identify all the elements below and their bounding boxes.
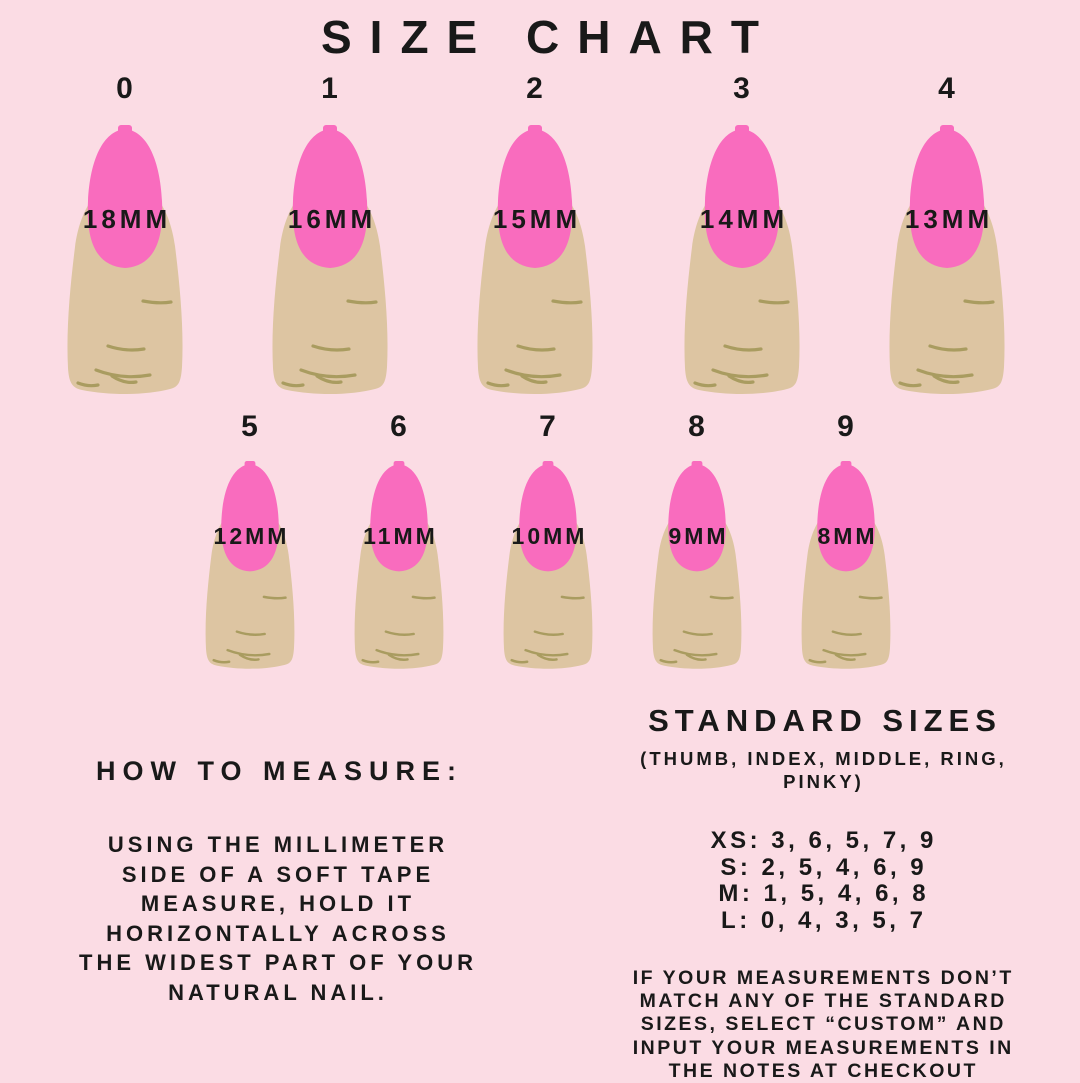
finger-number-label: 4 (938, 72, 956, 105)
note-line: IF YOUR MEASUREMENTS DON’T (632, 967, 1014, 989)
finger-size-7 (490, 412, 606, 671)
finger-number-label: 5 (241, 410, 259, 443)
how-to-line: HORIZONTALLY ACROSS (106, 920, 450, 946)
standard-sizes-subtitle (592, 747, 1052, 793)
finger-illustration (255, 125, 405, 397)
nail-width-label: 9MM (668, 523, 729, 549)
finger-illustration (50, 125, 200, 397)
how-to-measure-body (46, 830, 506, 1007)
how-to-measure-section (46, 756, 506, 1007)
size-row-l: L: 0, 4, 3, 5, 7 (721, 906, 927, 934)
finger-size-6 (341, 412, 457, 671)
finger-number-label: 8 (688, 410, 706, 443)
finger-number-label: 0 (116, 72, 134, 105)
nail-width-label: 11MM (363, 523, 438, 549)
note-line: MATCH ANY OF THE STANDARD (639, 990, 1007, 1013)
finger-number-label: 1 (321, 72, 339, 105)
nail-width-label: 13MM (904, 204, 994, 234)
standard-sizes-list (592, 828, 1052, 934)
subtitle-line: PINKY) (783, 771, 864, 792)
how-to-line: SIDE OF A SOFT TAPE (121, 861, 435, 887)
finger-size-4 (872, 74, 1022, 397)
size-row-xs: XS: 3, 6, 5, 7, 9 (710, 827, 937, 854)
nail-width-label: 14MM (699, 204, 789, 234)
nail-width-label: 18MM (82, 204, 172, 234)
finger-size-2 (460, 74, 610, 397)
finger-number-label: 3 (733, 72, 751, 105)
standard-sizes-section (592, 703, 1052, 1083)
finger-size-8 (639, 412, 755, 671)
size-row-s: S: 2, 5, 4, 6, 9 (720, 853, 928, 881)
how-to-line: MEASURE, HOLD IT (140, 891, 416, 916)
finger-size-9 (788, 412, 904, 671)
finger-number-label: 6 (390, 410, 408, 443)
page-title: SIZE CHART (321, 11, 777, 63)
nail-width-label: 10MM (511, 523, 588, 549)
finger-size-3 (667, 74, 817, 397)
how-to-measure-heading: HOW TO MEASURE: (96, 756, 463, 786)
finger-size-1 (255, 74, 405, 397)
finger-number-label: 9 (837, 410, 855, 443)
nail-width-label: 12MM (213, 523, 290, 549)
finger-illustration (490, 461, 606, 671)
finger-illustration (460, 125, 610, 397)
how-to-line: NATURAL NAIL. (168, 979, 388, 1005)
finger-illustration (788, 461, 904, 671)
nail-width-label: 8MM (817, 523, 878, 549)
size-row-m: M: 1, 5, 4, 6, 8 (718, 880, 930, 907)
finger-illustration (341, 461, 457, 671)
finger-number-label: 7 (539, 410, 557, 443)
finger-number-label: 2 (526, 72, 544, 105)
finger-illustration (192, 461, 308, 671)
custom-size-note (592, 967, 1052, 1083)
finger-illustration (872, 125, 1022, 397)
finger-illustration (639, 461, 755, 671)
how-to-line: THE WIDEST PART OF YOUR (79, 950, 477, 975)
nail-width-label: 16MM (287, 204, 377, 234)
note-line: THE NOTES AT CHECKOUT (668, 1059, 978, 1082)
note-line: SIZES, SELECT “CUSTOM” AND (640, 1013, 1006, 1036)
how-to-line: USING THE MILLIMETER (107, 832, 449, 857)
finger-illustration (667, 125, 817, 397)
note-line: INPUT YOUR MEASUREMENTS IN (632, 1036, 1014, 1059)
finger-size-0 (50, 74, 200, 397)
subtitle-line: (THUMB, INDEX, MIDDLE, RING, (640, 748, 1007, 769)
standard-sizes-heading: STANDARD SIZES (648, 703, 1002, 738)
nail-width-label: 15MM (492, 204, 582, 234)
finger-size-5 (192, 412, 308, 671)
